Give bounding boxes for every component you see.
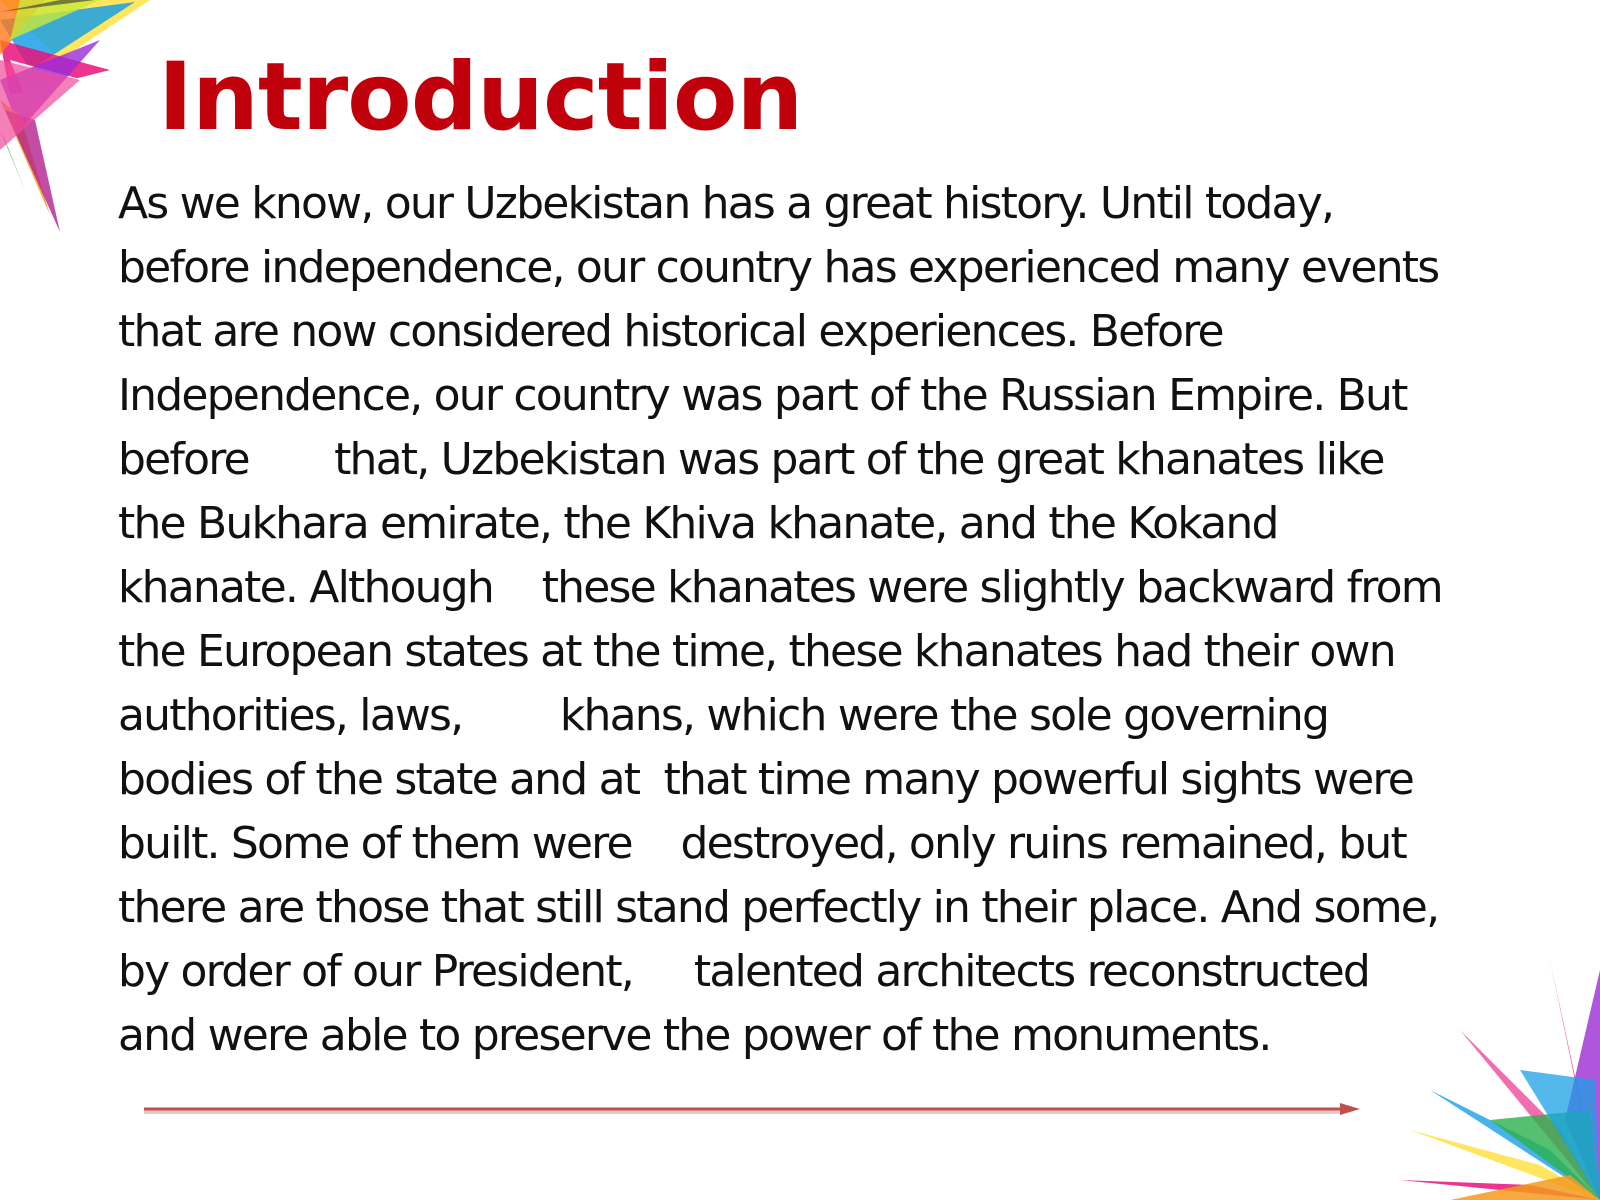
body-line: Independence, our country was part of the Russian Empire. But (118, 370, 1407, 421)
body-line: before independence, our country has experienced many events (118, 242, 1439, 293)
body-line: before that, Uzbekistan was part of the great khanates like (118, 434, 1384, 485)
body-line: bodies of the state and at that time many powerful sights were (118, 754, 1414, 805)
slide-title: Introduction (158, 43, 803, 152)
body-line: there are those that still stand perfectly in their place. And some, (118, 882, 1439, 933)
body-line: As we know, our Uzbekistan has a great history. Until today, (118, 178, 1334, 229)
body-line: authorities, laws, khans, which were the sole governing (118, 690, 1329, 741)
body-line: that are now considered historical experiences. Before (118, 306, 1223, 357)
arrow-right-icon (144, 1098, 1364, 1122)
body-line: the Bukhara emirate, the Khiva khanate, and the Kokand (118, 498, 1278, 549)
body-line: by order of our President, talented architects reconstructed (118, 946, 1369, 997)
body-line: and were able to preserve the power of the monuments. (118, 1010, 1271, 1061)
body-line: the European states at the time, these khanates had their own (118, 626, 1395, 677)
body-line: khanate. Although these khanates were slightly backward from (118, 562, 1442, 613)
body-text (118, 172, 1568, 1068)
body-line: built. Some of them were destroyed, only ruins remained, but (118, 818, 1406, 869)
